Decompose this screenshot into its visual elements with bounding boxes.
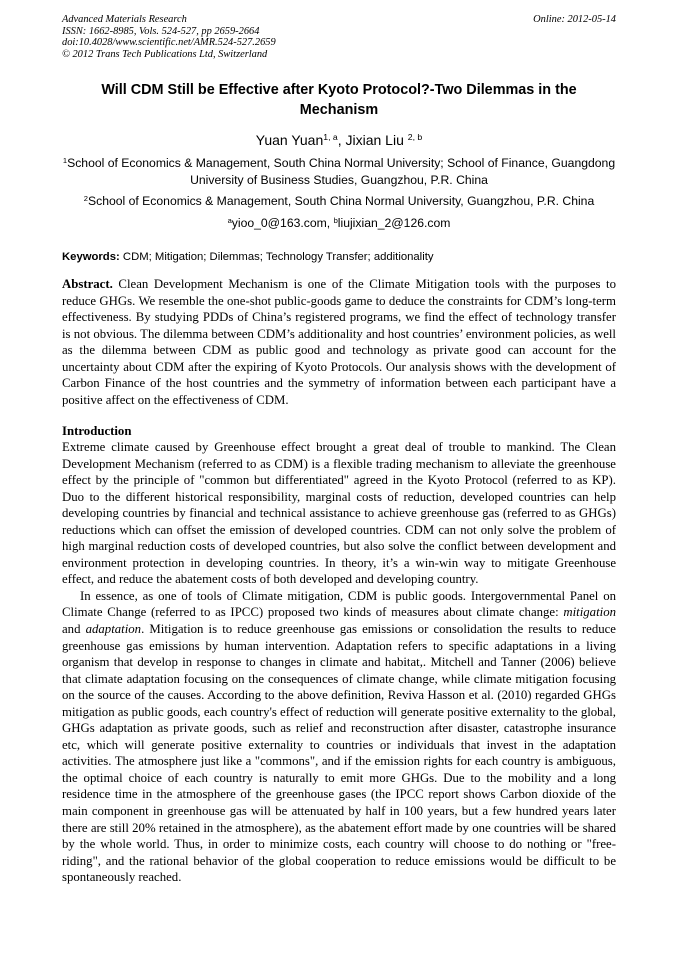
author-name: Yuan Yuan — [255, 132, 324, 148]
paragraph-text: In essence, as one of tools of Climate mitigation, CDM is public goods. Intergovernmental Panel on Climate Change (referred to as IPCC) proposed two kinds of measures about climate change: — [62, 588, 616, 620]
term-mitigation: mitigation — [563, 605, 616, 620]
term-adaptation: adaptation — [85, 622, 142, 637]
affiliation-superscript: 2 — [83, 193, 88, 203]
keywords-label: Keywords: — [62, 251, 120, 263]
email-b[interactable]: liujixian_2@126.com — [337, 216, 451, 230]
email-line — [62, 215, 616, 232]
intro-paragraph-2 — [62, 588, 616, 886]
section-heading-introduction: Introduction — [62, 424, 132, 438]
journal-name: Advanced Materials Research — [62, 14, 187, 25]
intro-paragraph-1: Extreme climate caused by Greenhouse effect brought a great deal of trouble to mankind. The Clean Development Mechanism (referred to as CDM) is a flexible trading mechanism to alleviate the greenhouse effect by the principle of "common but differentiated" agreed in the Kyoto Protocol (referred to as KP). Duo to the different historical responsibility, marginal costs of reduction, developed countries can help developing countries by financial and technical assistance to achieve greenhouse gas (referred to as GHGs) reductions which can offset the emission of developed countries. CDM can not only solve the problem of high marginal reduction costs of developed countries, but also solve the conflict between development and environment protection in developing countries. In theory, it’s a win-win way to mitigate Greenhouse effect, and reduce the abatement costs of both developed and developing country. — [62, 440, 616, 587]
email-superscript: b — [333, 215, 338, 225]
abstract — [62, 276, 616, 408]
email-a[interactable]: yioo_0@163.com, — [231, 216, 331, 230]
affiliation-2 — [62, 193, 616, 210]
author-superscript: 1, a — [323, 132, 338, 143]
keywords-text: CDM; Mitigation; Dilemmas; Technology Transfer; additionality — [122, 251, 434, 263]
paragraph-text: and — [62, 622, 86, 637]
affiliation-text: School of Economics & Management, South China Normal University; School of Finance, Guangdong University of Business Studies, Guangzhou, P.R. China — [67, 156, 616, 187]
abstract-text: Clean Development Mechanism is one of the Climate Mitigation tools with the purposes to reduce GHGs. We resemble the one-shot public-goods game to deduce the constraints for CDM’s long-term effectiveness. By studying PDDs of China’s registered programs, we find the effect of technology transfer is not obvious. The dilemma between CDM’s additionality and host countries’ environment policies, as well as the dilemma between CDM as public good and technology as private good can account for the uncertainty about CDM after the expiring of Kyoto Protocols. Our analysis shows with the development of Carbon Finance of the host countries and the symmetry of information between each participant have a positive affect on the effectiveness of CDM. — [62, 277, 617, 407]
journal-header — [62, 14, 616, 60]
paper-title: Will CDM Still be Effective after Kyoto Protocol?-Two Dilemmas in the Mechanism — [101, 82, 577, 118]
author-superscript: 2, b — [407, 132, 423, 143]
introduction-body — [62, 439, 616, 886]
affiliation-text: School of Economics & Management, South China Normal University, Guangzhou, P.R. China — [87, 194, 595, 208]
affiliation-1 — [62, 155, 616, 189]
paragraph-text: . Mitigation is to reduce greenhouse gas emissions or consolidation the results to reduce greenhouse gas emissions by human intervention. Adaptation refers to specific adaptations in a living organism that develop in response to changes in climate and habitat,. Mitchell and Tanner (2006) believe that climate adaptation focusing on the consequences of climate change, while climate mitigation focusing on the source of the causes. According to the above definition, Reviva Hasson et al. (2010) regarded GHGs mitigation as public goods, each country's effect of reduction will generate positive externality to the global, GHGs adaptation as private goods, such as relief and reconstruction after disaster, catastrophe insurance etc, which will generate positive externality to countries or individuals that invest in the adaptation activities. The atmosphere just like a "commons", and if the emission rights for each country is ambiguous, the optimal choice of each country is naturally to emit more GHGs. Due to the mobility and a long residence time in the atmosphere of the greenhouse gases (the IPCC report shows Carbon dioxide of the main component in greenhouse gas will be attenuated by half in 100 years, but a few hundred years later there are still 20% retained in the atmosphere), as the abatement effort made by one countries will be shared by the whole world. Thus, in order to minimize costs, each country will choose to do nothing or "free-riding", and the rational behavior of the global cooperation to reduce emissions would be difficult to be spontaneously reached. — [62, 622, 616, 885]
abstract-label: Abstract. — [62, 277, 113, 291]
author-line: Yuan Yuan$^{1, a}$, Jixian Liu $^{2, b}$ — [255, 132, 423, 148]
issn-line: ISSN: 1662-8985, Vols. 524-527, pp 2659-2664 — [62, 25, 260, 37]
email-superscript: a — [227, 215, 232, 225]
keywords — [62, 251, 616, 263]
affiliation-superscript: 1 — [62, 155, 68, 165]
doi-line: doi:10.4028/www.scientific.net/AMR.524-527.2659 — [62, 37, 276, 49]
author-name: Jixian Liu — [345, 132, 404, 148]
copyright-line: © 2012 Trans Tech Publications Ltd, Switzerland — [62, 48, 268, 60]
online-date: Online: 2012-05-14 — [533, 14, 616, 25]
